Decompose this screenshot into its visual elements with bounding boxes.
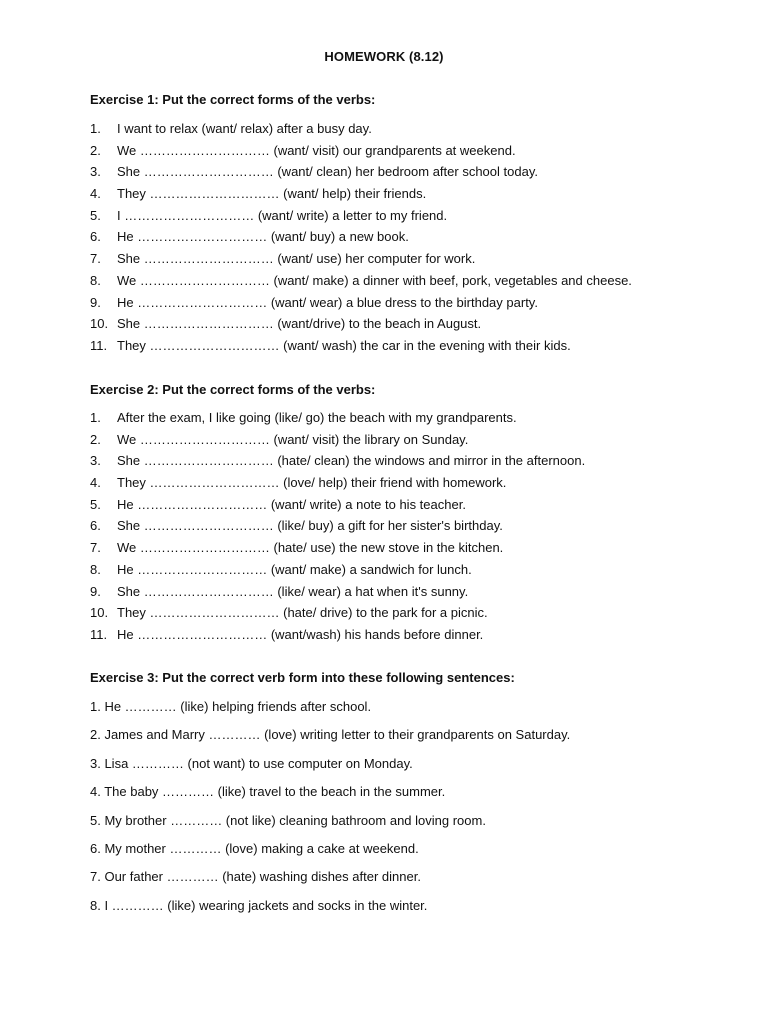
list-item	[90, 313, 632, 335]
item-text: He ………………………… (want/ write) a note to his teacher.	[117, 496, 466, 512]
item-text: He ………………………… (want/wash) his hands before dinner.	[117, 626, 484, 642]
list-item	[90, 429, 585, 451]
list-item	[90, 161, 632, 183]
item-number: 8.	[90, 561, 101, 577]
list-item: 1. He ………… (like) helping friends after school.	[90, 699, 372, 714]
list-item: 6. My mother ………… (love) making a cake at weekend.	[90, 840, 419, 856]
exercise-1-list	[90, 118, 632, 357]
list-item	[90, 559, 585, 581]
list-item: 8. I ………… (like) wearing jackets and socks in the winter.	[90, 897, 428, 913]
list-item	[90, 118, 632, 140]
list-item: 5. My brother ………… (not like) cleaning bathroom and loving room.	[90, 812, 486, 828]
exercise-1-heading: Exercise 1: Put the correct forms of the verbs:	[90, 92, 376, 107]
item-text: They ………………………… (want/ help) their friends.	[117, 186, 427, 202]
list-item	[90, 602, 585, 624]
item-number: 7.	[90, 540, 101, 556]
item-text: They ………………………… (want/ wash) the car in the evening with their kids.	[117, 337, 571, 353]
item-text: He ………………………… (want/ wear) a blue dress to the birthday party.	[117, 294, 538, 310]
list-item	[90, 537, 585, 559]
exercise-3-heading: Exercise 3: Put the correct verb form into these following sentences:	[90, 670, 515, 685]
list-item: 3. Lisa ………… (not want) to use computer on Monday.	[90, 755, 413, 771]
item-number: 3.	[90, 453, 101, 469]
list-item	[90, 450, 585, 472]
list-item	[90, 205, 632, 227]
item-text: I ………………………… (want/ write) a letter to my friend.	[117, 207, 448, 223]
page-title: HOMEWORK (8.12)	[324, 49, 444, 64]
item-number: 9.	[90, 294, 101, 310]
list-item: 2. James and Marry ………… (love) writing letter to their grandparents on Saturday.	[90, 727, 571, 743]
item-text: She ………………………… (want/ clean) her bedroom after school today.	[117, 164, 538, 180]
item-number: 4.	[90, 475, 101, 491]
list-item	[90, 515, 585, 537]
list-item	[90, 270, 632, 292]
item-text: She ………………………… (like/ buy) a gift for her sister's birthday.	[117, 518, 503, 534]
item-text: We ………………………… (hate/ use) the new stove in the kitchen.	[117, 540, 504, 556]
list-item	[90, 248, 632, 270]
list-item	[90, 581, 585, 603]
list-item	[90, 624, 585, 646]
item-number: 9.	[90, 583, 101, 599]
item-text: She ………………………… (want/drive) to the beach in August.	[117, 316, 482, 332]
exercise-2-heading: Exercise 2: Put the correct forms of the verbs:	[90, 382, 376, 397]
item-text: They ………………………… (hate/ drive) to the park for a picnic.	[117, 605, 488, 621]
item-number: 2.	[90, 431, 101, 447]
item-text: She ………………………… (like/ wear) a hat when it's sunny.	[117, 583, 469, 599]
item-number: 5.	[90, 207, 101, 223]
exercise-3-list	[90, 693, 570, 920]
list-item	[90, 494, 585, 516]
list-item	[90, 183, 632, 205]
list-item	[90, 226, 632, 248]
list-item	[90, 292, 632, 314]
item-number: 11.	[90, 337, 108, 353]
item-text: We ………………………… (want/ visit) our grandparents at weekend.	[117, 142, 516, 158]
item-text: We ………………………… (want/ make) a dinner with beef, pork, vegetables and cheese.	[117, 272, 632, 288]
item-text: We ………………………… (want/ visit) the library on Sunday.	[117, 431, 469, 447]
item-number: 4.	[90, 186, 101, 202]
item-text: After the exam, I like going (like/ go) the beach with my grandparents.	[117, 410, 517, 425]
item-number: 10.	[90, 605, 109, 621]
list-item	[90, 335, 632, 357]
item-text: I want to relax (want/ relax) after a busy day.	[117, 121, 372, 136]
list-item	[90, 140, 632, 162]
item-number: 1.	[90, 121, 101, 136]
item-number: 10.	[90, 316, 109, 332]
item-number: 1.	[90, 410, 101, 425]
item-number: 5.	[90, 496, 101, 512]
item-text: He ………………………… (want/ make) a sandwich for lunch.	[117, 561, 472, 577]
list-item	[90, 407, 585, 429]
item-text: She ………………………… (want/ use) her computer for work.	[117, 251, 476, 267]
list-item: 4. The baby ………… (like) travel to the beach in the summer.	[90, 784, 446, 800]
item-number: 6.	[90, 518, 101, 534]
item-number: 8.	[90, 272, 101, 288]
item-text: He ………………………… (want/ buy) a new book.	[117, 229, 409, 245]
list-item: 7. Our father ………… (hate) washing dishes after dinner.	[90, 869, 421, 885]
item-text: They ………………………… (love/ help) their friend with homework.	[117, 475, 507, 491]
item-number: 7.	[90, 251, 101, 267]
item-number: 6.	[90, 229, 101, 245]
item-number: 2.	[90, 142, 101, 158]
list-item	[90, 472, 585, 494]
item-number: 11.	[90, 626, 108, 642]
item-number: 3.	[90, 164, 101, 180]
item-text: She ………………………… (hate/ clean) the windows and mirror in the afternoon.	[117, 453, 586, 469]
exercise-2-list	[90, 407, 585, 646]
